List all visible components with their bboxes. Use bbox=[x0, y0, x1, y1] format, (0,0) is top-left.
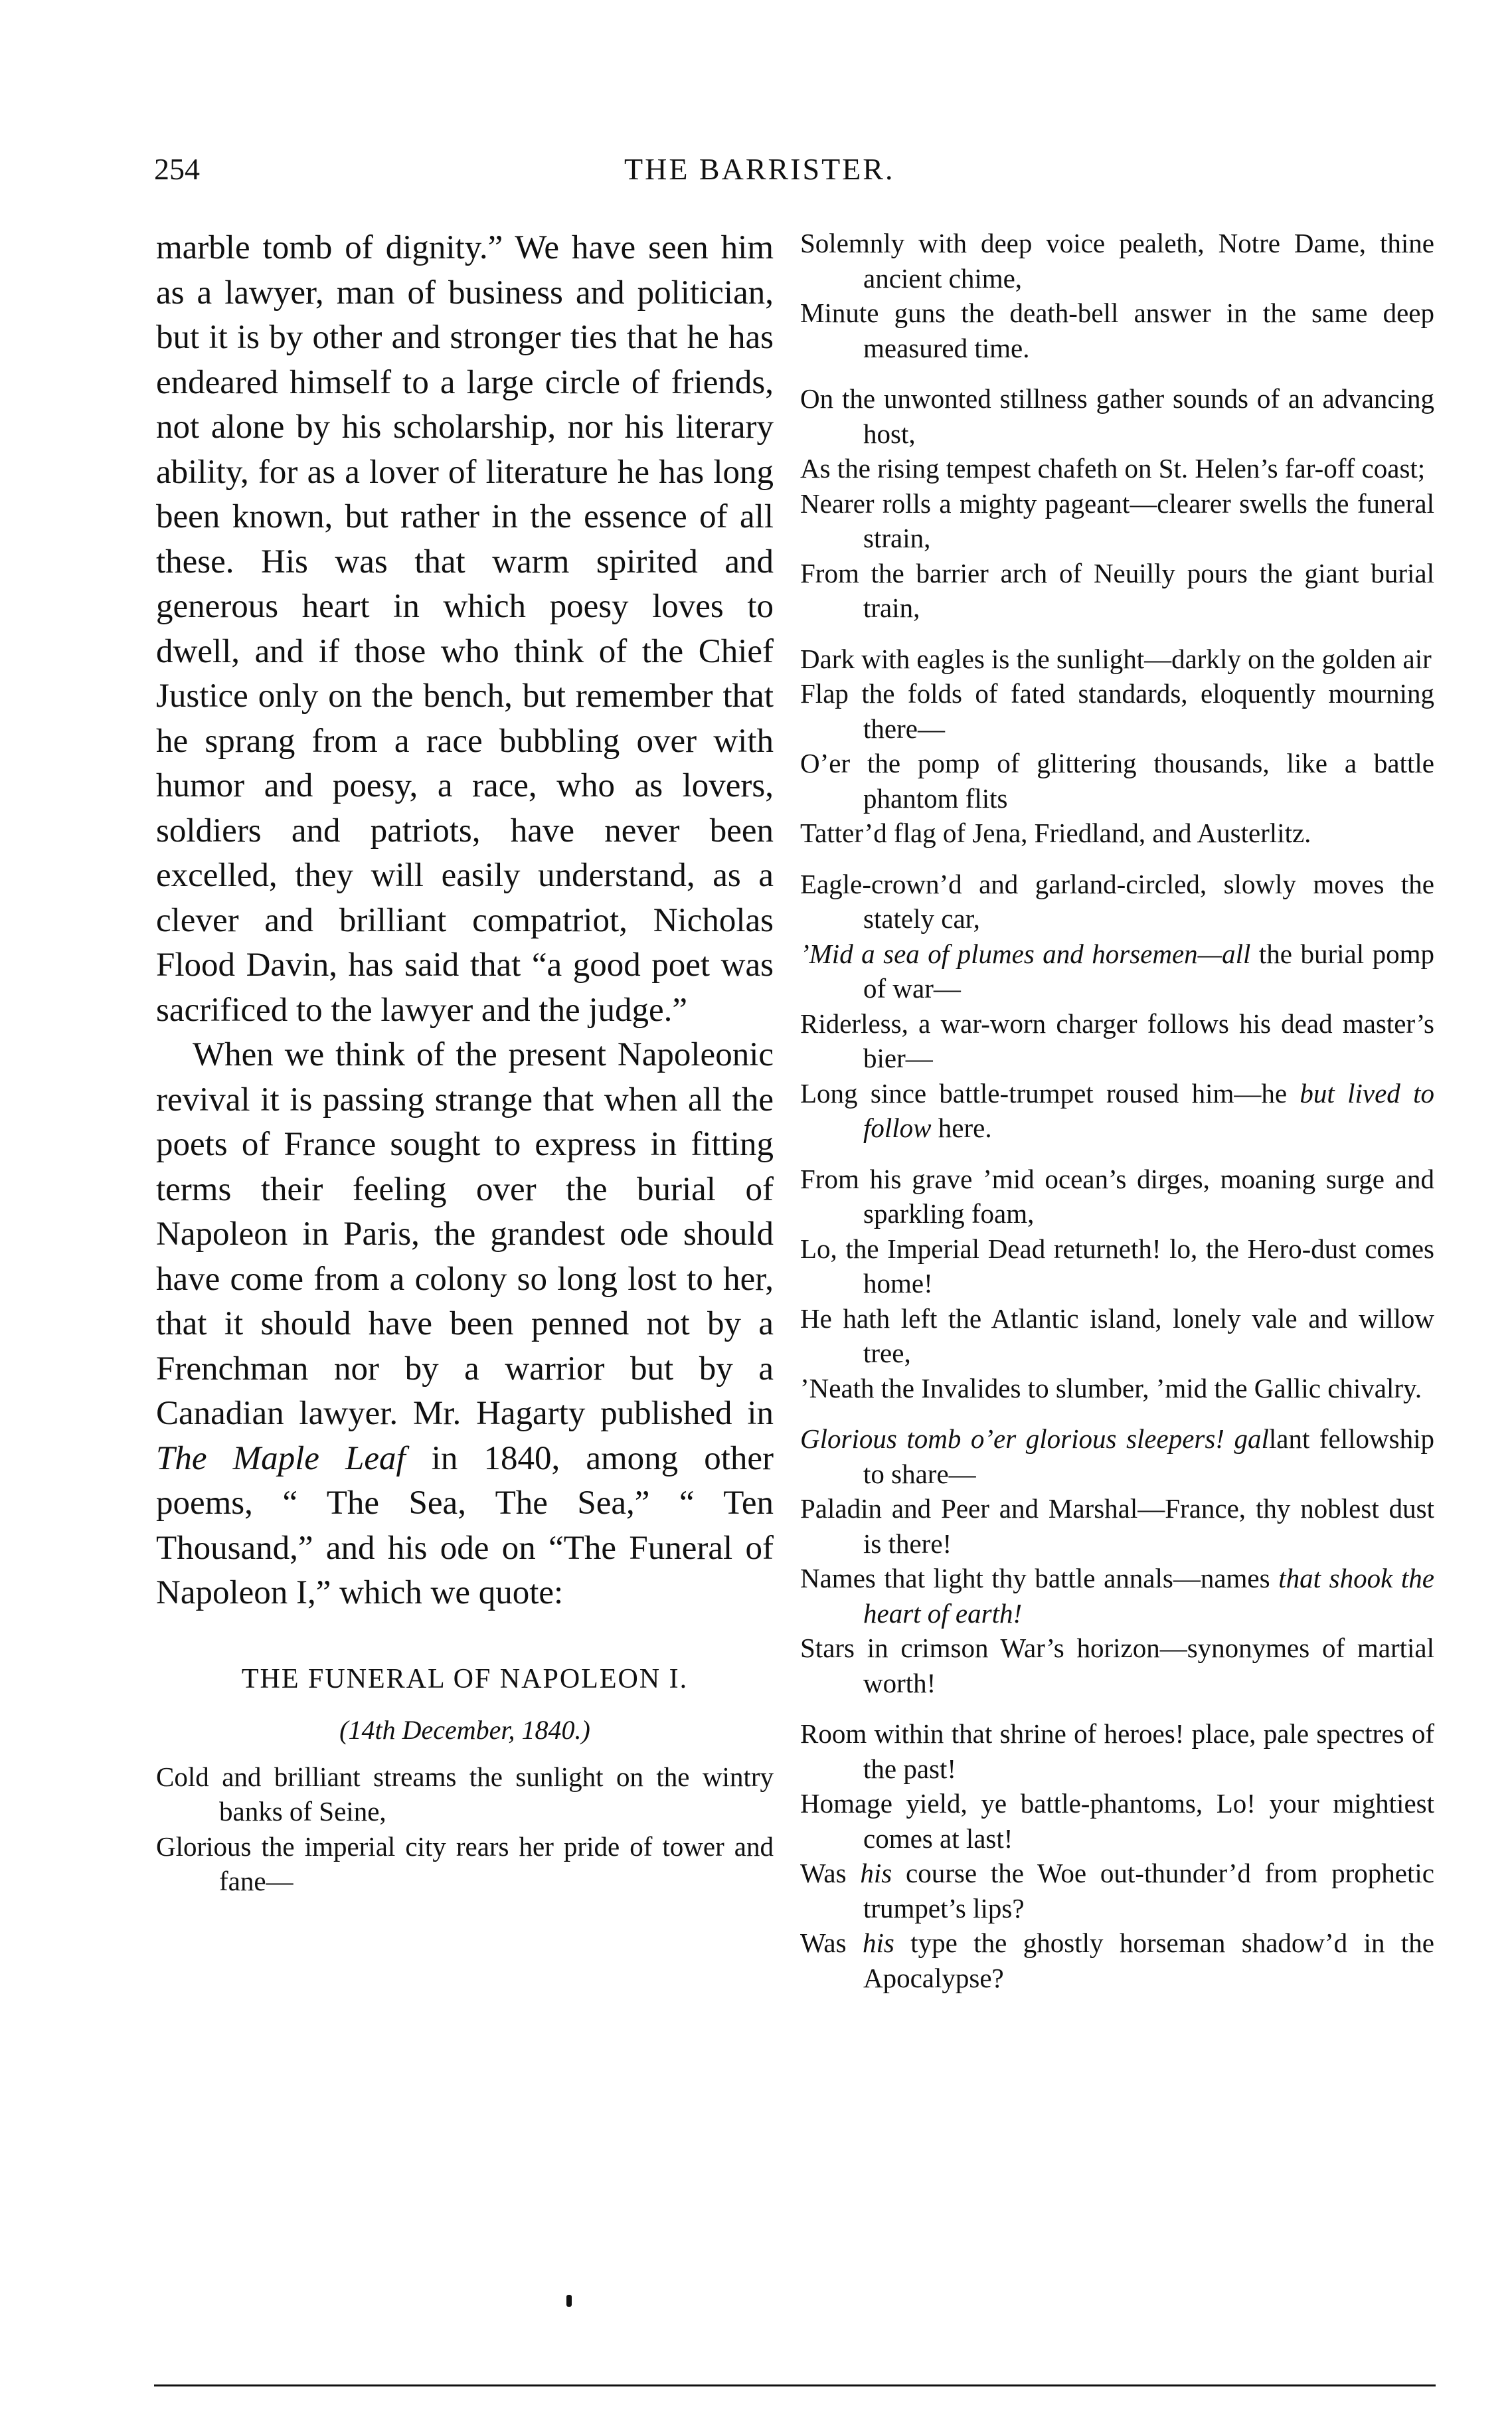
text-run: Minute guns the death-bell answer in the same deep measured time. bbox=[800, 298, 1434, 363]
prose-paragraph bbox=[156, 226, 774, 1033]
poem-line bbox=[800, 937, 1434, 1006]
poem-line bbox=[800, 1162, 1434, 1231]
italic-run: his bbox=[863, 1928, 894, 1958]
text-run: Nearer rolls a mighty pageant—clearer swells the funeral strain, bbox=[800, 488, 1434, 553]
text-run: in 1840, among other poems, “ The Sea, The Sea,” “ Ten Thousand,” and his ode on “The Funeral of Napoleon I,” which we quote: bbox=[156, 1439, 774, 1611]
poem-line bbox=[800, 642, 1434, 677]
text-run: Cold and brilliant streams the sunlight on the wintry banks of Seine, bbox=[156, 1761, 774, 1827]
poem-stanza bbox=[800, 381, 1434, 626]
text-run: Glorious the imperial city rears her pride of tower and fane— bbox=[156, 1831, 774, 1897]
text-run: Names that light thy battle annals—names bbox=[800, 1563, 1279, 1593]
poem-line bbox=[800, 556, 1434, 626]
text-run: marble tomb of dignity.” We have seen him as a lawyer, man of business and politician, but it is by other and stronger ties that he has endeared himself to a large circle of friends, not alone by his scholarship, nor his literary ability, for as a lover of literature he has long been known, but rather in the essence of all these. His was that warm spirited and generous heart in which poesy loves to dwell, and if those who think of the Chief Justice only on the bench, but remember that he sprang from a race bubbling over with humor and poesy, a race, who as lovers, soldiers and patriots, have never been excelled, they will easily understand, as a clever and brilliant compatriot, Nicholas Flood Davin, has said that “a good poet was sacrificed to the lawyer and the judge.” bbox=[156, 229, 774, 1029]
text-run: Stars in crimson War’s horizon—synonymes of martial worth! bbox=[800, 1633, 1434, 1698]
italic-run: The Maple Leaf bbox=[156, 1439, 406, 1477]
poem-line bbox=[800, 816, 1434, 851]
poem-line bbox=[800, 1076, 1434, 1146]
text-run: On the unwonted stillness gather sounds of an advancing host, bbox=[800, 383, 1434, 449]
text-run: Dark with eagles is the sunlight—darkly on the golden air bbox=[800, 643, 1432, 674]
poem-line bbox=[800, 1631, 1434, 1700]
poem-line bbox=[800, 451, 1434, 486]
italic-run: Glorious tomb o’er glorious sleepers! gal bbox=[800, 1423, 1269, 1454]
poem-line bbox=[800, 1856, 1434, 1926]
text-run: lant fellowship to share— bbox=[863, 1423, 1434, 1489]
poem-line bbox=[800, 1371, 1434, 1406]
text-run: Was bbox=[800, 1858, 861, 1888]
poem-date: (14th December, 1840.) bbox=[339, 1714, 590, 1745]
text-run: Flap the folds of fated standards, eloquently mourning there— bbox=[800, 678, 1434, 744]
poem-line bbox=[800, 1006, 1434, 1076]
text-run: ’Neath the Invalides to slumber, ’mid the Gallic chivalry. bbox=[800, 1372, 1422, 1403]
text-run: Eagle-crown’d and garland-circled, slowly moves the stately car, bbox=[800, 868, 1434, 934]
poem-stanza bbox=[800, 642, 1434, 851]
italic-run: his bbox=[860, 1858, 892, 1888]
page-number: 254 bbox=[154, 152, 200, 186]
ink-mark bbox=[566, 2295, 572, 2307]
text-run: Room within that shrine of heroes! place, pale spectres of the past! bbox=[800, 1718, 1434, 1784]
poem-line bbox=[800, 381, 1434, 451]
poem-stanza bbox=[800, 867, 1434, 1146]
text-run: From the barrier arch of Neuilly pours the giant burial train, bbox=[800, 557, 1434, 623]
text-run: Lo, the Imperial Dead returneth! lo, the Hero-dust comes home! bbox=[800, 1233, 1434, 1299]
text-run: here. bbox=[931, 1113, 992, 1143]
poem-line bbox=[800, 1926, 1434, 1995]
poem-line bbox=[800, 1231, 1434, 1301]
text-run: When we think of the present Napoleonic revival it is passing strange that when all the poets of France sought to express in fitting terms their feeling over the burial of Napoleon in Paris, the grandest ode should have come from a colony so long lost to her, that it should have been penned not by a Frenchman nor by a warrior but by a Canadian lawyer. Mr. Hagarty published in bbox=[156, 1036, 774, 1432]
prose-paragraph bbox=[156, 1033, 774, 1616]
poem-line bbox=[800, 486, 1434, 556]
poem-line bbox=[800, 296, 1434, 365]
poem-line bbox=[800, 1301, 1434, 1371]
poem-line bbox=[800, 226, 1434, 296]
text-run: Paladin and Peer and Marshal—France, thy noblest dust is there! bbox=[800, 1493, 1434, 1559]
poem-line bbox=[800, 1561, 1434, 1631]
right-column bbox=[800, 226, 1434, 2011]
poem-line bbox=[800, 1491, 1434, 1561]
left-column bbox=[156, 226, 774, 1915]
text-run: From his grave ’mid ocean’s dirges, moaning surge and sparkling foam, bbox=[800, 1163, 1434, 1229]
text-run: O’er the pomp of glittering thousands, like a battle phantom flits bbox=[800, 748, 1434, 814]
text-run: course the Woe out-thunder’d from prophetic trumpet’s lips? bbox=[863, 1858, 1434, 1924]
poem-line bbox=[156, 1759, 774, 1829]
poem-right-stanzas bbox=[800, 226, 1434, 1995]
poem-line bbox=[800, 1421, 1434, 1491]
poem-left-stanzas bbox=[156, 1759, 774, 1899]
text-run: the burial pomp of war— bbox=[863, 938, 1434, 1004]
text-run: Riderless, a war-worn charger follows his dead master’s bier— bbox=[800, 1008, 1434, 1073]
text-run: Solemnly with deep voice pealeth, Notre Dame, thine ancient chime, bbox=[800, 228, 1434, 294]
italic-run: but lived to follow bbox=[863, 1077, 1434, 1143]
poem-stanza bbox=[800, 226, 1434, 365]
text-run: type the ghostly horseman shadow’d in the Apocalypse? bbox=[863, 1928, 1434, 1993]
running-head: THE BARRISTER. bbox=[624, 152, 895, 186]
footer-rule bbox=[154, 2384, 1436, 2386]
poem-line bbox=[800, 867, 1434, 937]
poem-stanza bbox=[800, 1421, 1434, 1700]
text-run: He hath left the Atlantic island, lonely vale and willow tree, bbox=[800, 1302, 1434, 1368]
poem-line bbox=[156, 1829, 774, 1899]
text-run: Was bbox=[800, 1928, 863, 1958]
text-run: As the rising tempest chafeth on St. Helen’s far-off coast; bbox=[800, 453, 1426, 484]
italic-run: ’Mid a sea of plumes and horsemen—all bbox=[800, 938, 1251, 969]
poem-stanza bbox=[800, 1716, 1434, 1995]
text-run: Tatter’d flag of Jena, Friedland, and Austerlitz. bbox=[800, 818, 1311, 848]
text-run: Long since battle-trumpet roused him—he bbox=[800, 1077, 1300, 1109]
poem-line bbox=[800, 1716, 1434, 1786]
poem-line bbox=[800, 676, 1434, 746]
poem-title: THE FUNERAL OF NAPOLEON I. bbox=[241, 1663, 689, 1694]
text-run: Homage yield, ye battle-phantoms, Lo! your mightiest comes at last! bbox=[800, 1788, 1434, 1854]
poem-line bbox=[800, 746, 1434, 816]
poem-line bbox=[800, 1786, 1434, 1856]
italic-run: that shook the heart of earth! bbox=[863, 1563, 1434, 1629]
prose-body bbox=[156, 226, 774, 1616]
poem-stanza bbox=[800, 1162, 1434, 1406]
poem-stanza bbox=[156, 1759, 774, 1899]
